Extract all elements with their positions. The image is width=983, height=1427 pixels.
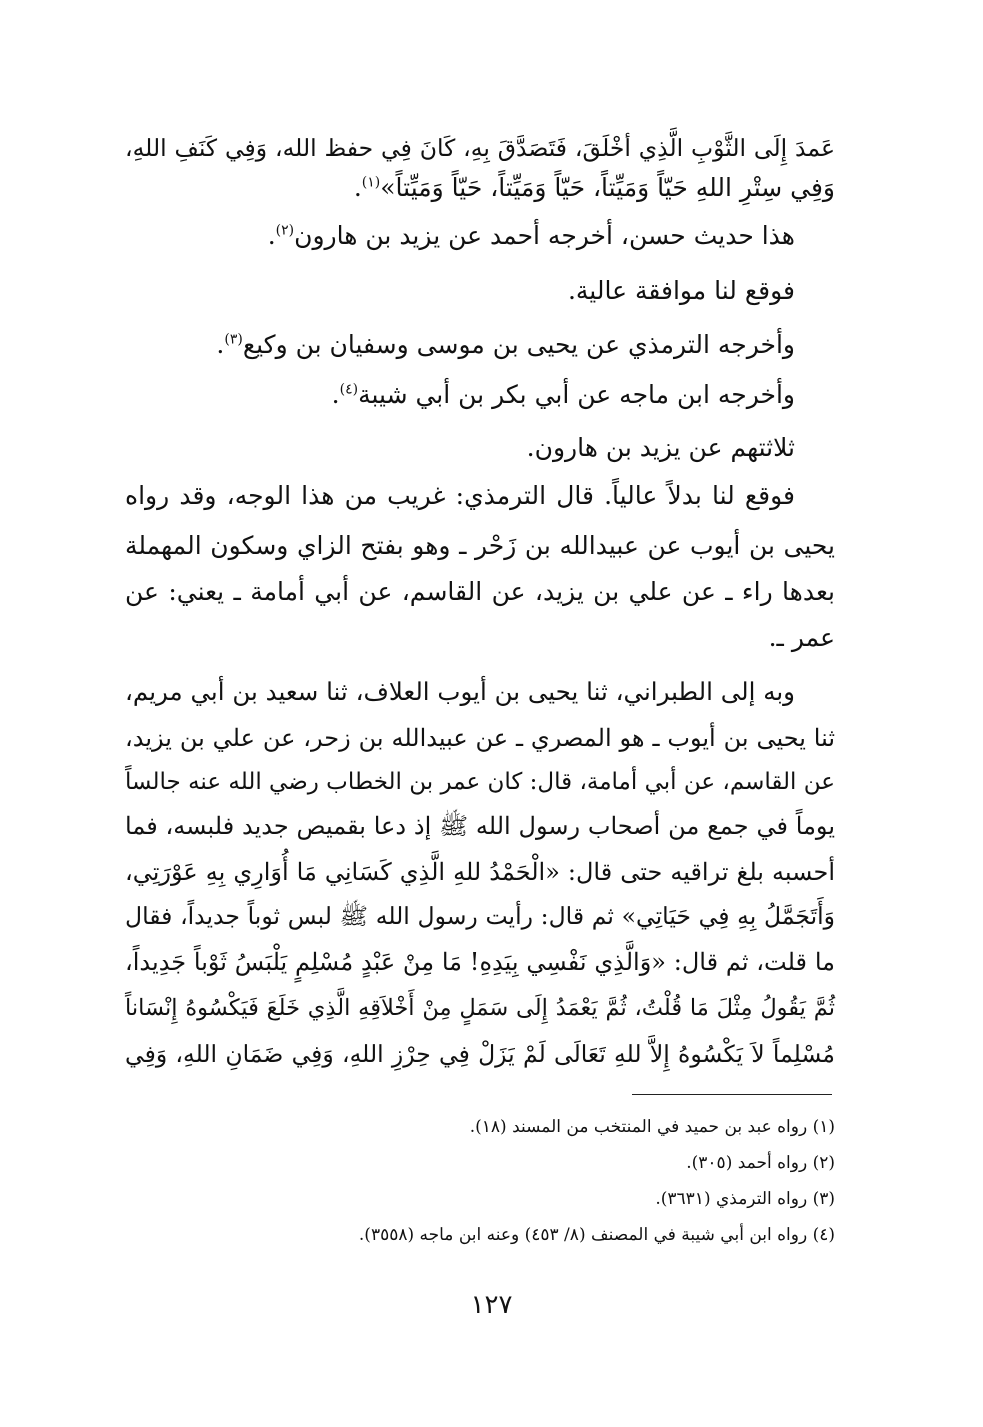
footnote: (٤) رواه ابن أبي شيبة في المصنف (٨/ ٤٥٣) وعنه ابن ماجه (٣٥٥٨).	[358, 1225, 835, 1245]
body-line: يحيى بن أيوب عن عبيدالله بن زَحْر ـ وهو بفتح الزاي وسكون المهملة	[125, 531, 835, 560]
body-line: وبه إلى الطبراني، ثنا يحيى بن أيوب العلاف، ثنا سعيد بن أبي مريم،	[125, 677, 795, 706]
body-line: وَأَتَجَمَّلُ بِهِ فِي حَيَاتِي» ثم قال: رأيت رسول الله ﷺ لبس ثوباً جديداً، فقال	[125, 902, 835, 930]
body-line: ما قلت، ثم قال: «وَالَّذِي نَفْسِي بِيَدِهِ! مَا مِنْ عَبْدٍ مُسْلِمٍ يَلْبَسُ ثَوْباً جَدِيداً،	[125, 948, 835, 976]
body-line: بعدها راء ـ عن علي بن يزيد، عن القاسم، عن أبي أمامة ـ يعني: عن	[125, 577, 835, 606]
footnote-separator	[632, 1094, 832, 1095]
body-line: ثُمَّ يَقُولُ مِثْلَ مَا قُلْتُ، ثُمَّ يَعْمَدُ إِلَى سَمَلٍ مِنْ أَخْلاَقِهِ الَّذِي خَلَعَ فَيَكْسُوهُ إِنْسَاناً	[125, 995, 835, 1021]
body-line: عمر ـ.	[768, 623, 835, 652]
page-number: ١٢٧	[470, 1290, 513, 1320]
body-line: يوماً في جمع من أصحاب رسول الله ﷺ إذ دعا بقميص جديد فلبسه، فما	[125, 812, 836, 840]
body-line: ثنا يحيى بن أيوب ـ هو المصري ـ عن عبيدالله بن زحر، عن علي بن يزيد،	[125, 724, 835, 752]
body-line: وأخرجه ابن ماجه عن أبي بكر بن أبي شيبة$^{(٤)}$.	[331, 380, 795, 409]
footnote-marker: (١)	[361, 174, 381, 191]
body-line: عَمدَ إِلَى الثَّوْبِ الَّذِي أخْلَقَ، فَتَصَدَّقَ بِهِ، كَانَ فِي حفظ الله، وَفِي كَنَفِ اللهِ،	[125, 134, 835, 162]
body-line: مُسْلِماً لاَ يَكْسُوهُ إِلاَّ للهِ تَعَالَى لَمْ يَزَلْ فِي حِرْزِ اللهِ، وَفِي ضَمَانِ اللهِ، وَفِي	[125, 1040, 835, 1068]
body-line: هذا حديث حسن، أخرجه أحمد عن يزيد بن هارون$^{(٢)}$.	[267, 221, 795, 250]
footnote-marker: (٤)	[339, 381, 359, 398]
body-line: عن القاسم، عن أبي أمامة، قال: كان عمر بن الخطاب رضي الله عنه جالساً	[125, 769, 835, 795]
footnote-marker: (٣)	[224, 331, 243, 348]
footnote-marker: (٢)	[275, 222, 295, 239]
footnote: (٢) رواه أحمد (٣٠٥).	[686, 1153, 835, 1173]
body-line: وأخرجه الترمذي عن يحيى بن موسى وسفيان بن وكيع$^{(٣)}$.	[216, 330, 795, 359]
body-line: فوقع لنا موافقة عالية.	[567, 276, 795, 305]
body-line: أحسبه بلغ تراقيه حتى قال: «الْحَمْدُ للهِ الَّذِي كَسَانِي مَا أُوَارِي بِهِ عَوْرَتِي،	[125, 858, 835, 886]
footnote: (١) رواه عبد بن حميد في المنتخب من المسند (١٨).	[469, 1117, 835, 1137]
body-line: وَفِي سِتْرِ اللهِ حَيّاً وَمَيِّتاً، حَيّاً وَمَيِّتاً، حَيّاً وَمَيِّتاً»$^{(١)}$.	[353, 173, 835, 202]
body-line: فوقع لنا بدلاً عالياً. قال الترمذي: غريب من هذا الوجه، وقد رواه	[125, 481, 795, 510]
footnote: (٣) رواه الترمذي (٣٦٣١).	[655, 1189, 835, 1209]
body-line: ثلاثتهم عن يزيد بن هارون.	[526, 433, 795, 462]
